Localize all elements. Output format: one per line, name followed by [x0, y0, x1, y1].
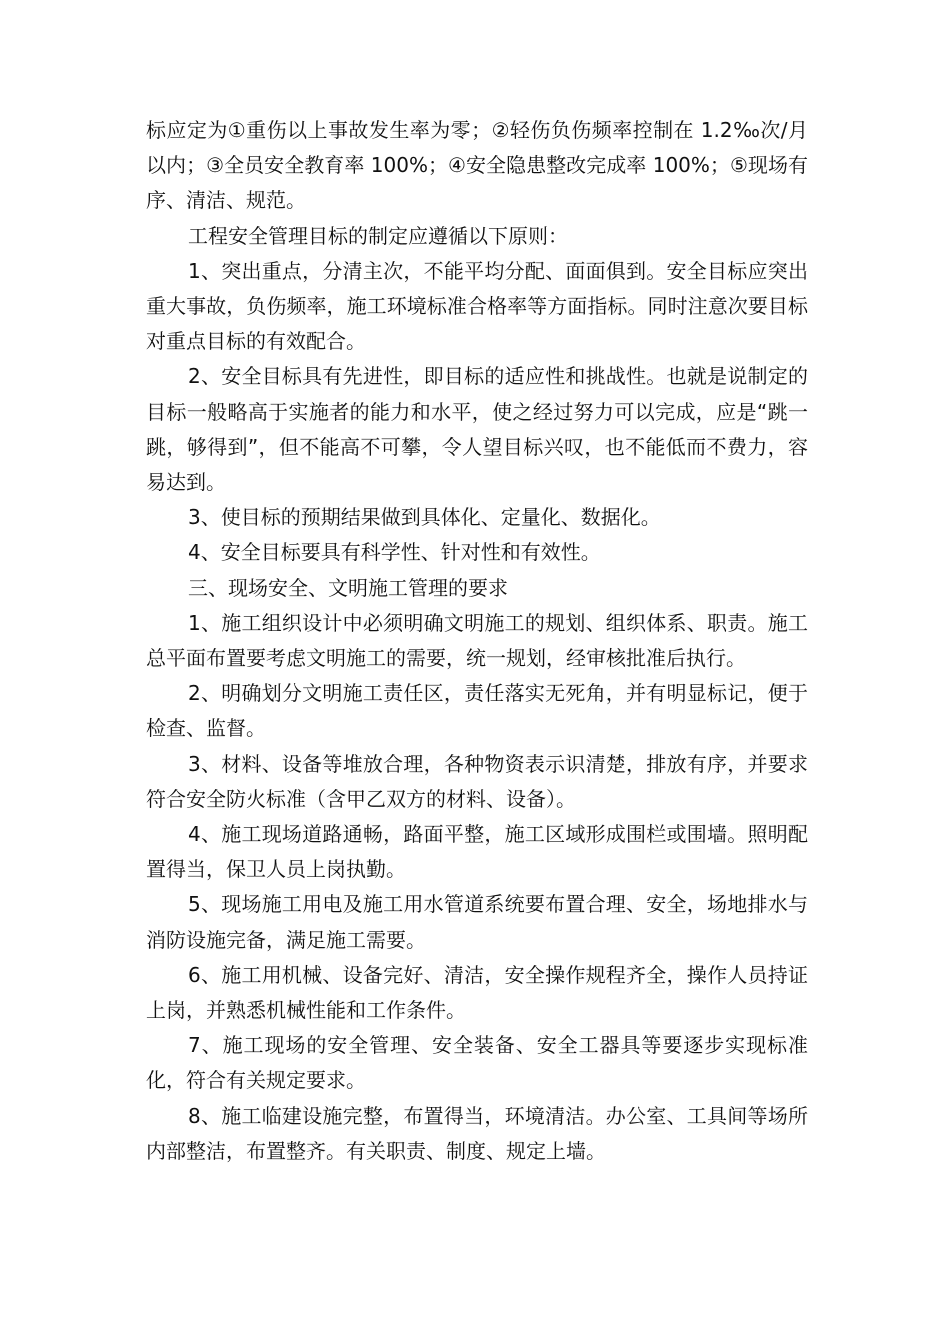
paragraph-principle-4: 4、安全目标要具有科学性、针对性和有效性。: [188, 540, 601, 565]
paragraph-requirement-7: 7、施工现场的安全管理、安全装备、安全工器具等要逐步实现标准化，符合有关规定要求。: [146, 1033, 808, 1093]
paragraph-principle-3: 3、使目标的预期结果做到具体化、定量化、数据化。: [188, 505, 661, 530]
paragraph-principle-1: 1、突出重点，分清主次，不能平均分配、面面俱到。安全目标应突出重大事故，负伤频率，施工环境标准合格率等方面指标。同时注意次要目标对重点目标的有效配合。: [146, 258, 808, 354]
document-body: [146, 113, 808, 1169]
paragraph-requirement-5: 5、现场施工用电及施工用水管道系统要布置合理、安全，场地排水与消防设施完备，满足施工需要。: [146, 892, 808, 952]
paragraph-safety-targets: 标应定为①重伤以上事故发生率为零；②轻伤负伤频率控制在 1.2‰次/月以内；③全员安全教育率 100%；④安全隐患整改完成率 100%；⑤现场有序、清洁、规范。: [146, 118, 808, 213]
paragraph-requirement-4: 4、施工现场道路通畅，路面平整，施工区域形成围栏或围墙。照明配置得当，保卫人员上岗执勤。: [146, 822, 808, 882]
paragraph-principles-intro: 工程安全管理目标的制定应遵循以下原则：: [188, 223, 568, 248]
paragraph-requirement-8: 8、施工临建设施完整，布置得当，环境清洁。办公室、工具间等场所内部整洁，布置整齐。有关职责、制度、规定上墙。: [146, 1103, 808, 1163]
paragraph-requirement-1: 1、施工组织设计中必须明确文明施工的规划、组织体系、职责。施工总平面布置要考虑文明施工的需要，统一规划，经审核批准后执行。: [146, 610, 808, 671]
paragraph-requirement-6: 6、施工用机械、设备完好、清洁，安全操作规程齐全，操作人员持证上岗，并熟悉机械性能和工作条件。: [146, 962, 808, 1023]
paragraph-requirement-3: 3、材料、设备等堆放合理，各种物资表示识清楚，排放有序，并要求符合安全防火标准（含甲乙双方的材料、设备）。: [146, 751, 808, 811]
paragraph-principle-2: 2、安全目标具有先进性，即目标的适应性和挑战性。也就是说制定的目标一般略高于实施者的能力和水平，使之经过努力可以完成，应是“跳一跳，够得到”，但不能高不可攀，令人望目标兴叹，也不能低而不费力，容易达到。: [146, 364, 808, 495]
paragraph-requirement-2: 2、明确划分文明施工责任区，责任落实无死角，并有明显标记，便于检查、监督。: [146, 681, 808, 741]
section-heading-3: 三、现场安全、文明施工管理的要求: [188, 575, 508, 600]
